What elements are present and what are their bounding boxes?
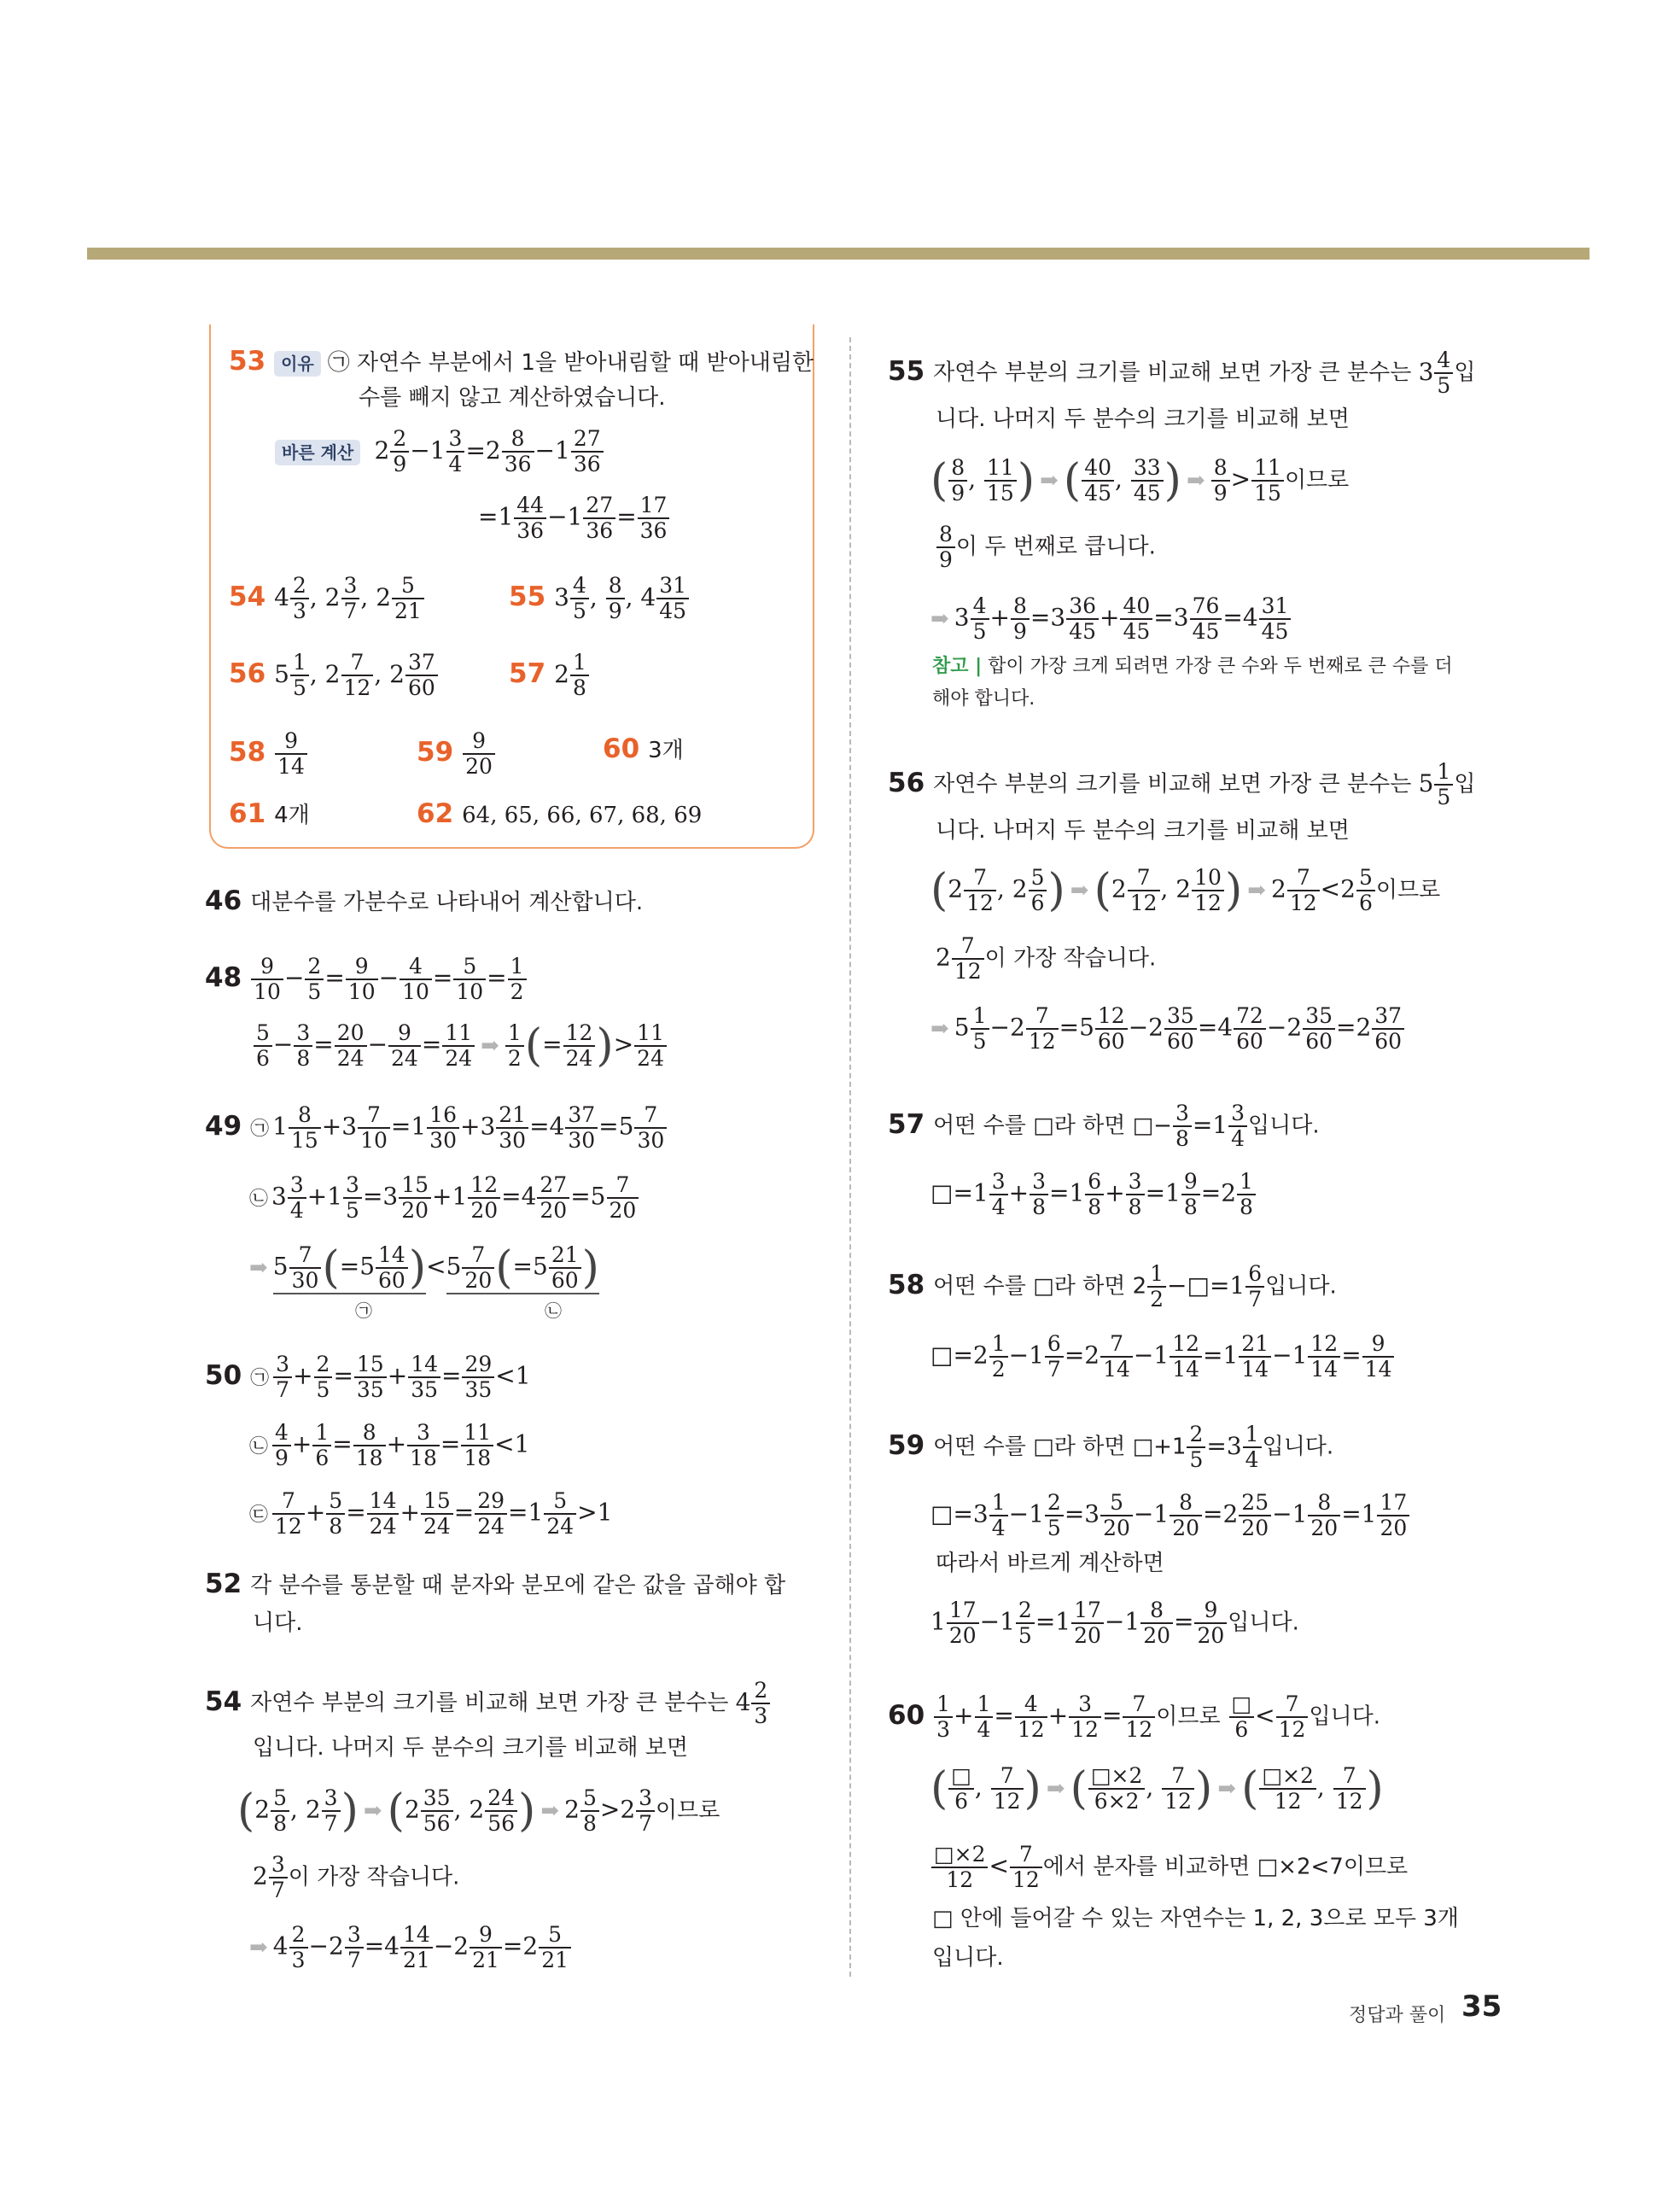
suffix-text: 이므로 bbox=[1284, 467, 1350, 494]
correct-calc-row2: =1 $\frac{44}{36}$ −1 $\frac{27}{36}$ = $\frac{17}{36}$ bbox=[478, 494, 670, 543]
arrow-icon: ➡ bbox=[1070, 877, 1089, 903]
problem-number: 56 bbox=[888, 767, 925, 798]
solution-text: 입 bbox=[1454, 771, 1476, 798]
solution-text: 어떤 수를 □라 하면 □+1 bbox=[933, 1434, 1187, 1460]
arrow-icon: ➡ bbox=[363, 1797, 382, 1824]
arrow-icon: ➡ bbox=[481, 1032, 499, 1059]
arrow-icon: ➡ bbox=[249, 1934, 268, 1960]
answer-text: 3개 bbox=[648, 738, 684, 763]
note-line-1 bbox=[932, 651, 1453, 683]
answer-62 bbox=[417, 798, 702, 832]
problem-number: 52 bbox=[205, 1569, 242, 1599]
solution-text: 입니다. bbox=[1262, 1434, 1334, 1460]
solution-58-line1: 58 어떤 수를 □라 하면 2 $\frac{1}{2}$ −□=1 $\frac{6}{7}$ 입니다. bbox=[888, 1261, 1337, 1312]
solution-text: 입 bbox=[1454, 359, 1476, 386]
solution-60-line3: $\frac{□\times 2}{12}$ < $\frac{7}{12}$ 에서 분자를 비교하면 □×2<7이므로 bbox=[930, 1843, 1408, 1892]
solution-55-line3: ( $\frac{8}{9}$ , $\frac{11}{15}$ ) ➡ ( $\frac{40}{45}$ , $\frac{33}{45}$ ) ➡ $\frac{8}{9}$ > $\frac{11}{15}$ 이므로 bbox=[930, 455, 1350, 506]
note-text: 합이 가장 크게 되려면 가장 큰 수와 두 번째로 큰 수를 더 bbox=[988, 656, 1453, 677]
page-number: 35 bbox=[1461, 1989, 1502, 2024]
arrow-icon: ➡ bbox=[930, 605, 949, 632]
solution-55-line1: 55 자연수 부분의 크기를 비교해 보면 가장 큰 분수는 3 $\frac{4}{5}$ 입 bbox=[888, 348, 1476, 398]
solution-text: 입니다. bbox=[1265, 1273, 1337, 1300]
solution-text: 대분수를 가분수로 나타내어 계산합니다. bbox=[250, 890, 644, 915]
answer-number: 56 bbox=[229, 657, 266, 689]
arrow-icon: ➡ bbox=[1247, 877, 1267, 903]
problem-number: 50 bbox=[205, 1359, 242, 1391]
answer-number: 61 bbox=[229, 798, 266, 829]
answer-number: 54 bbox=[229, 581, 266, 612]
solution-49-line2: ㉡ 3 $\frac{3}{4}$ +1 $\frac{3}{5}$ =3 $\frac{15}{20}$ +1 $\frac{12}{20}$ =4 $\frac{27}{20}$ =5 $\frac{7}{20}$ bbox=[249, 1173, 639, 1223]
solution-56-line1: 56 자연수 부분의 크기를 비교해 보면 가장 큰 분수는 5 $\frac{1}{5}$ 입 bbox=[888, 759, 1476, 809]
solution-55-line4: $\frac{8}{9}$ 이 두 번째로 큽니다. bbox=[936, 523, 1156, 572]
solution-59-line3: 따라서 바르게 계산하면 bbox=[936, 1551, 1164, 1576]
solution-text: 각 분수를 통분할 때 분자와 분모에 같은 값을 곱해야 합 bbox=[250, 1573, 786, 1598]
solution-60-line1: 60 $\frac{1}{3}$ + $\frac{1}{4}$ = $\frac{4}{12}$ + $\frac{3}{12}$ = $\frac{7}{12}$ 이므로 □ 6 < $\frac{7}{12}$ 입니다. bbox=[888, 1691, 1381, 1742]
arrow-icon: ➡ bbox=[249, 1254, 268, 1281]
solution-56-line2: 니다. 나머지 두 분수의 크기를 비교해 보면 bbox=[936, 818, 1350, 844]
solution-54-line2: 입니다. 나머지 두 분수의 크기를 비교해 보면 bbox=[253, 1735, 688, 1761]
answer-number: 57 bbox=[509, 657, 546, 689]
solution-text: 어떤 수를 □라 하면 □− bbox=[933, 1113, 1172, 1139]
problem-number: 48 bbox=[205, 961, 242, 993]
solution-56-line4: 2 $\frac{7}{12}$ 이 가장 작습니다. bbox=[936, 933, 1157, 984]
solution-54-line3: (2 $\frac{5}{8}$ , 2 $\frac{3}{7}$ ) ➡ (2 $\frac{35}{56}$ , 2 $\frac{24}{56}$ ) ➡ 2 $\frac{5}{8}$ >2 $\frac{3}{7}$ 이므로 bbox=[237, 1785, 720, 1837]
footer-label: 정답과 풀이 bbox=[1349, 2005, 1446, 2026]
answer-text: 4개 bbox=[274, 803, 310, 828]
solution-54-line1: 54 자연수 부분의 크기를 비교해 보면 가장 큰 분수는 4 $\frac{2}{3}$ bbox=[205, 1679, 771, 1728]
solution-52-line2: 니다. bbox=[253, 1610, 303, 1636]
solution-48-line1: 48 $\frac{9}{10}$ − $\frac{2}{5}$ = $\frac{9}{10}$ − $\frac{4}{10}$ = $\frac{5}{10}$ = $\frac{1}{2}$ bbox=[205, 955, 528, 1004]
note-tag: 참고 | bbox=[932, 656, 983, 677]
solution-text: 어떤 수를 □라 하면 2 bbox=[933, 1273, 1147, 1300]
solution-text: 입니다. bbox=[1309, 1703, 1381, 1730]
answer-60 bbox=[603, 733, 684, 767]
arrow-icon: ➡ bbox=[1040, 467, 1059, 494]
label-circle-1: ㉠ bbox=[355, 1300, 372, 1321]
solution-56-line3: (2 $\frac{7}{12}$ , 2 $\frac{5}{6}$ ) ➡ (2 $\frac{7}{12}$ , 2 $\frac{10}{12}$ ) ➡ 2 $\frac{7}{12}$ <2 $\frac{5}{6}$ 이므로 bbox=[930, 865, 1441, 916]
note-line-2: 해야 합니다. bbox=[932, 688, 1035, 710]
answer-number: 62 bbox=[417, 798, 454, 829]
solution-60-line2: ( □ 6 , $\frac{7}{12}$ ) ➡ ( $\frac{□\times 2}{6\times 2}$ , $\frac{7}{12}$ ) ➡ ( $\frac{□\times 2}{12}$ , $\frac{7}{12}$ ) bbox=[930, 1763, 1384, 1814]
label-circle-2: ㉡ bbox=[545, 1300, 562, 1321]
arrow-icon: ➡ bbox=[930, 1015, 949, 1042]
problem-number: 46 bbox=[205, 885, 242, 916]
arrow-icon: ➡ bbox=[1217, 1775, 1237, 1802]
solution-46 bbox=[205, 885, 643, 919]
solution-text: 에서 분자를 비교하면 □×2<7이므로 bbox=[1042, 1854, 1409, 1880]
solution-48-line2: $\frac{5}{6}$ − $\frac{3}{8}$ = $\frac{20}{24}$ − $\frac{9}{24}$ = $\frac{11}{24}$ ➡ $\frac{1}{2}$ (= $\frac{12}{24}$ )> $\frac{11}{24}$ bbox=[253, 1021, 668, 1071]
solution-50-line1: 50 ㉠ $\frac{3}{7}$ + $\frac{2}{5}$ = $\frac{15}{35}$ + $\frac{14}{35}$ = $\frac{29}{35}$ <1 bbox=[205, 1352, 531, 1402]
solution-text: 자연수 부분의 크기를 비교해 보면 가장 큰 분수는 bbox=[933, 771, 1412, 798]
solution-60-line5: 입니다. bbox=[932, 1945, 1004, 1971]
solution-54-line4: 2 $\frac{3}{7}$ 이 가장 작습니다. bbox=[253, 1852, 460, 1902]
problem-number: 58 bbox=[888, 1269, 925, 1300]
suffix-text: 이므로 bbox=[656, 1797, 720, 1824]
reason-line-2: 수를 빼지 않고 계산하였습니다. bbox=[359, 385, 666, 411]
solution-54-line5: ➡ 4 $\frac{2}{3}$ −2 $\frac{3}{7}$ =4 $\frac{14}{21}$ −2 $\frac{9}{21}$ =2 $\frac{5}{21}$ bbox=[249, 1923, 572, 1972]
solution-text: 이 가장 작습니다. bbox=[984, 945, 1157, 972]
reason-line-1: ㉠ 자연수 부분에서 1을 받아내림할 때 받아내림한 bbox=[327, 350, 814, 376]
answer-number: 59 bbox=[417, 736, 454, 768]
solution-55-line5: ➡ 3 $\frac{4}{5}$ + $\frac{8}{9}$ =3 $\frac{36}{45}$ + $\frac{40}{45}$ =3 $\frac{76}{45}$ =4 $\frac{31}{45}$ bbox=[930, 594, 1292, 644]
solution-50-line3: ㉢ $\frac{7}{12}$ + $\frac{5}{8}$ = $\frac{14}{24}$ + $\frac{15}{24}$ = $\frac{29}{24}$ =1 $\frac{5}{24}$ >1 bbox=[249, 1488, 613, 1539]
suffix-text: 이므로 bbox=[1375, 877, 1441, 903]
solution-text: 입니다. bbox=[1228, 1610, 1299, 1636]
solution-text: 자연수 부분의 크기를 비교해 보면 가장 큰 분수는 bbox=[250, 1690, 729, 1716]
answer-56: 56 5 $\frac{1}{5}$ , 2 $\frac{7}{12}$ , 2 $\frac{37}{60}$ bbox=[229, 651, 439, 700]
problem-number: 60 bbox=[888, 1699, 925, 1731]
solution-57-line2: □=1 $\frac{3}{4}$ + $\frac{3}{8}$ =1 $\frac{6}{8}$ + $\frac{3}{8}$ =1 $\frac{9}{8}$ =2 $\frac{1}{8}$ bbox=[930, 1170, 1257, 1219]
correct-calc-row1: 바른 계산 2 $\frac{2}{9}$ −1 $\frac{3}{4}$ =2 $\frac{8}{36}$ −1 $\frac{27}{36}$ bbox=[275, 427, 604, 476]
answer-number: 58 bbox=[229, 736, 266, 768]
solution-55-line2: 니다. 나머지 두 분수의 크기를 비교해 보면 bbox=[936, 406, 1350, 432]
answer-53 bbox=[229, 345, 814, 379]
arrow-icon: ➡ bbox=[1046, 1775, 1065, 1802]
answer-61 bbox=[229, 798, 310, 832]
solution-text: 이 두 번째로 큽니다. bbox=[955, 534, 1156, 560]
solution-56-line5: ➡ 5 $\frac{1}{5}$ −2 $\frac{7}{12}$ =5 $\frac{12}{60}$ −2 $\frac{35}{60}$ =4 $\frac{72}{60}$ −2 $\frac{35}{60}$ =2 $\frac{37}{60}$ bbox=[930, 1004, 1405, 1054]
answer-59: 59 $\frac{9}{20}$ bbox=[417, 729, 496, 779]
answer-number: 53 bbox=[229, 346, 266, 377]
arrow-icon: ➡ bbox=[1186, 467, 1205, 494]
problem-number: 57 bbox=[888, 1108, 925, 1140]
solution-52-line1 bbox=[205, 1568, 785, 1602]
solution-57-line1: 57 어떤 수를 □라 하면 □− $\frac{3}{8}$ =1 $\frac{3}{4}$ 입니다. bbox=[888, 1101, 1320, 1151]
calc-tag: 바른 계산 bbox=[275, 440, 360, 465]
problem-number: 55 bbox=[888, 355, 925, 387]
header-rule bbox=[87, 248, 1590, 260]
solution-text: 입니다. bbox=[1248, 1113, 1320, 1139]
solution-60-line4: □ 안에 들어갈 수 있는 자연수는 1, 2, 3으로 모두 3개 bbox=[932, 1906, 1459, 1931]
answer-text: 64, 65, 66, 67, 68, 69 bbox=[462, 803, 703, 828]
solution-59-line2: □=3 $\frac{1}{4}$ −1 $\frac{2}{5}$ =3 $\frac{5}{20}$ −1 $\frac{8}{20}$ =2 $\frac{25}{20}$ −1 $\frac{8}{20}$ =1 $\frac{17}{20}$ bbox=[930, 1491, 1410, 1540]
reason-tag: 이유 bbox=[274, 351, 321, 377]
problem-number: 59 bbox=[888, 1429, 925, 1461]
answer-55: 55 3 $\frac{4}{5}$ , $\frac{8}{9}$ , 4 $\frac{31}{45}$ bbox=[509, 574, 690, 623]
solution-59-line4: 1 $\frac{17}{20}$ −1 $\frac{2}{5}$ =1 $\frac{17}{20}$ −1 $\frac{8}{20}$ = $\frac{9}{20}$ 입니다. bbox=[930, 1598, 1299, 1648]
column-divider bbox=[849, 337, 851, 1977]
solution-49-line3: ➡ 5 $\frac{7}{30}$ (=5 $\frac{14}{60}$ )<5 $\frac{7}{20}$ (=5 $\frac{21}{60}$ ) bbox=[249, 1242, 599, 1294]
solution-text: 이므로 bbox=[1156, 1703, 1221, 1730]
solution-59-line1: 59 어떤 수를 □라 하면 □+1 $\frac{2}{5}$ =3 $\frac{1}{4}$ 입니다. bbox=[888, 1422, 1334, 1472]
answer-number: 60 bbox=[603, 733, 640, 764]
answer-57: 57 2 $\frac{1}{8}$ bbox=[509, 651, 590, 700]
solution-text: 이 가장 작습니다. bbox=[288, 1864, 460, 1890]
problem-number: 54 bbox=[205, 1686, 242, 1717]
solution-49-line1: 49 ㉠ 1 $\frac{8}{15}$ +3 $\frac{7}{10}$ =1 $\frac{16}{30}$ +3 $\frac{21}{30}$ =4 $\frac{37}{30}$ =5 $\frac{7}{30}$ bbox=[205, 1103, 668, 1153]
solution-text: 자연수 부분의 크기를 비교해 보면 가장 큰 분수는 bbox=[933, 359, 1412, 386]
problem-number: 49 bbox=[205, 1110, 242, 1142]
answer-58: 58 $\frac{9}{14}$ bbox=[229, 729, 308, 779]
answer-number: 55 bbox=[509, 581, 546, 612]
solution-58-line2: □=2 $\frac{1}{2}$ −1 $\frac{6}{7}$ =2 $\frac{7}{14}$ −1 $\frac{12}{14}$ =1 $\frac{21}{14}$ −1 $\frac{12}{14}$ = $\frac{9}{14}$ bbox=[930, 1332, 1395, 1382]
solution-50-line2: ㉡ $\frac{4}{9}$ + $\frac{1}{6}$ = $\frac{8}{18}$ + $\frac{3}{18}$ = $\frac{11}{18}$ <1 bbox=[249, 1420, 530, 1470]
arrow-icon: ➡ bbox=[540, 1797, 560, 1824]
answer-54: 54 4 $\frac{2}{3}$ , 2 $\frac{3}{7}$ , 2 $\frac{5}{21}$ bbox=[229, 574, 425, 623]
